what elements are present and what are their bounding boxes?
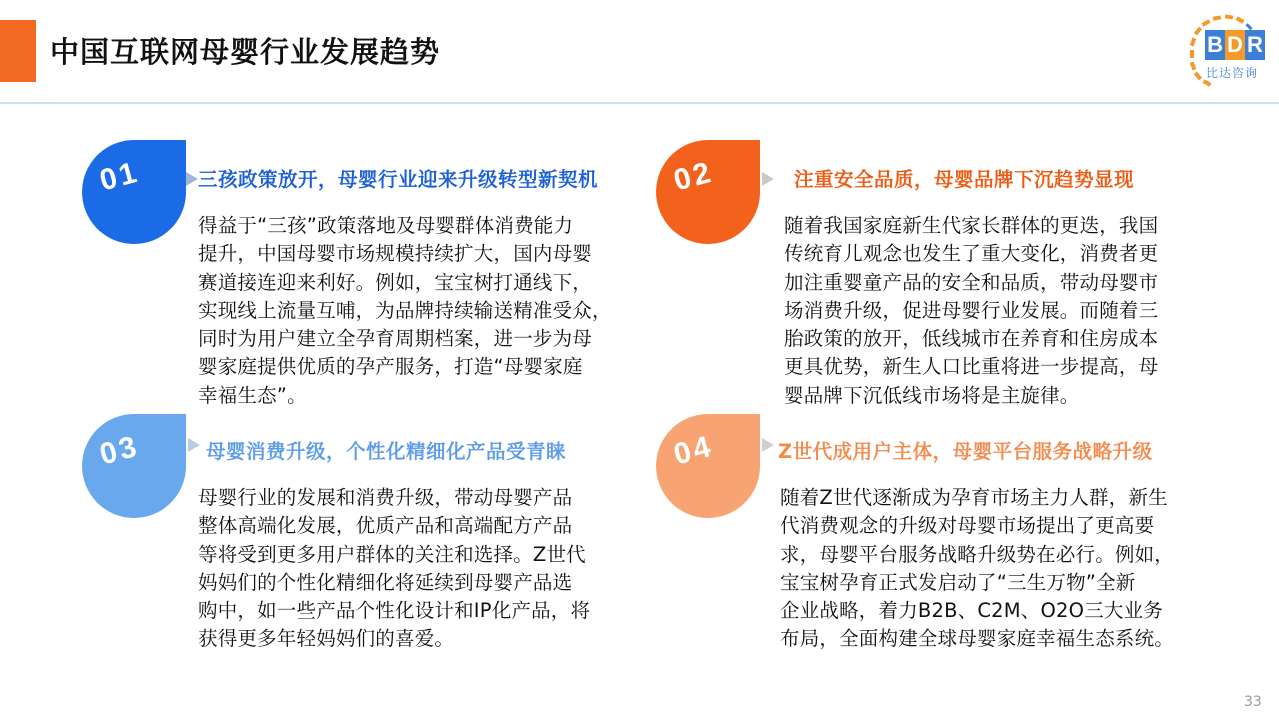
section-03-line: 获得更多年轻妈妈们的喜爱。 <box>198 627 455 651</box>
badge-02-pointer-icon <box>762 172 774 186</box>
section-04-line: 随着Z世代逐渐成为孕育市场主力人群，新生 <box>780 486 1168 509</box>
section-01-line: 同时为用户建立全孕育周期档案，进一步为母 <box>198 327 593 351</box>
badge-03-number: 03 <box>96 429 143 472</box>
section-03-line: 母婴行业的发展和消费升级，带动母婴产品 <box>198 486 573 509</box>
section-04-line: 代消费观念的升级对母婴市场提出了更高要 <box>780 514 1155 538</box>
section-04-line: 求，母婴平台服务战略升级势在必行。例如， <box>780 542 1175 566</box>
logo-letter-b: B <box>1205 30 1225 60</box>
section-02-line: 胎政策的放开，低线城市在养育和住房成本 <box>784 327 1159 351</box>
section-01-line: 提升，中国母婴市场规模持续扩大，国内母婴 <box>198 242 593 266</box>
badge-01-number: 01 <box>96 155 143 198</box>
section-02-line: 婴品牌下沉低线市场将是主旋律。 <box>784 383 1080 407</box>
page-title: 中国互联网母婴行业发展趋势 <box>50 35 441 69</box>
section-03-line: 购中，如一些产品个性化设计和IP化产品，将 <box>198 599 591 623</box>
logo-letters <box>1204 30 1266 60</box>
logo-subtitle: 比达咨询 <box>1206 66 1259 80</box>
section-03-line: 妈妈们的个性化精细化将延续到母婴产品选 <box>198 570 573 594</box>
section-04-line: 企业战略，着力B2B、C2M、O2O三大业务 <box>780 599 1164 623</box>
section-04-title: Z世代成用户主体，母婴平台服务战略升级 <box>778 440 1153 463</box>
section-02-title: 注重安全品质，母婴品牌下沉趋势显现 <box>794 168 1135 191</box>
badge-04-number: 04 <box>670 429 717 472</box>
section-01-line: 得益于“三孩”政策落地及母婴群体消费能力 <box>198 214 574 237</box>
page-number: 33 <box>1244 694 1262 710</box>
section-03-title: 母婴消费升级，个性化精细化产品受青睐 <box>206 440 567 463</box>
section-04-line: 宝宝树孕育正式发启动了“三生万物”全新 <box>780 570 1136 594</box>
section-02-line: 传统育儿观念也发生了重大变化，消费者更 <box>784 242 1159 266</box>
badge-02-number: 02 <box>670 155 717 198</box>
badge-03-pointer-icon <box>188 438 200 452</box>
section-03-line: 等将受到更多用户群体的关注和选择。Z世代 <box>198 542 586 566</box>
section-02-body <box>784 212 1158 410</box>
bdr-logo <box>1180 10 1272 94</box>
logo-letter-r: R <box>1245 30 1265 60</box>
section-01-title: 三孩政策放开，母婴行业迎来升级转型新契机 <box>198 168 599 191</box>
section-03-line: 整体高端化发展，优质产品和高端配方产品 <box>198 514 573 538</box>
section-01-line: 赛道接连迎来利好。例如，宝宝树打通线下， <box>198 270 593 294</box>
title-accent-bar <box>0 20 36 82</box>
badge-01-pointer-icon <box>186 172 198 186</box>
section-02-line: 随着我国家庭新生代家长群体的更迭，我国 <box>784 214 1159 237</box>
badge-04-pointer-icon <box>762 438 774 452</box>
section-01-body <box>198 212 612 410</box>
section-02-line: 加注重婴童产品的安全和品质，带动母婴市 <box>784 270 1159 294</box>
logo-letter-d: D <box>1225 30 1245 60</box>
section-02-line: 更具优势，新生人口比重将进一步提高，母 <box>784 355 1159 379</box>
header-divider <box>0 102 1279 104</box>
section-01-line: 婴家庭提供优质的孕产服务，打造“母婴家庭 <box>198 355 583 379</box>
section-03-body <box>198 484 590 654</box>
section-01-line: 实现线上流量互哺，为品牌持续输送精准受众， <box>198 298 612 322</box>
section-01-line: 幸福生态”。 <box>198 383 307 407</box>
section-02-line: 场消费升级，促进母婴行业发展。而随着三 <box>784 298 1159 322</box>
section-04-body <box>780 484 1174 654</box>
section-04-line: 布局，全面构建全球母婴家庭幸福生态系统。 <box>780 627 1175 651</box>
